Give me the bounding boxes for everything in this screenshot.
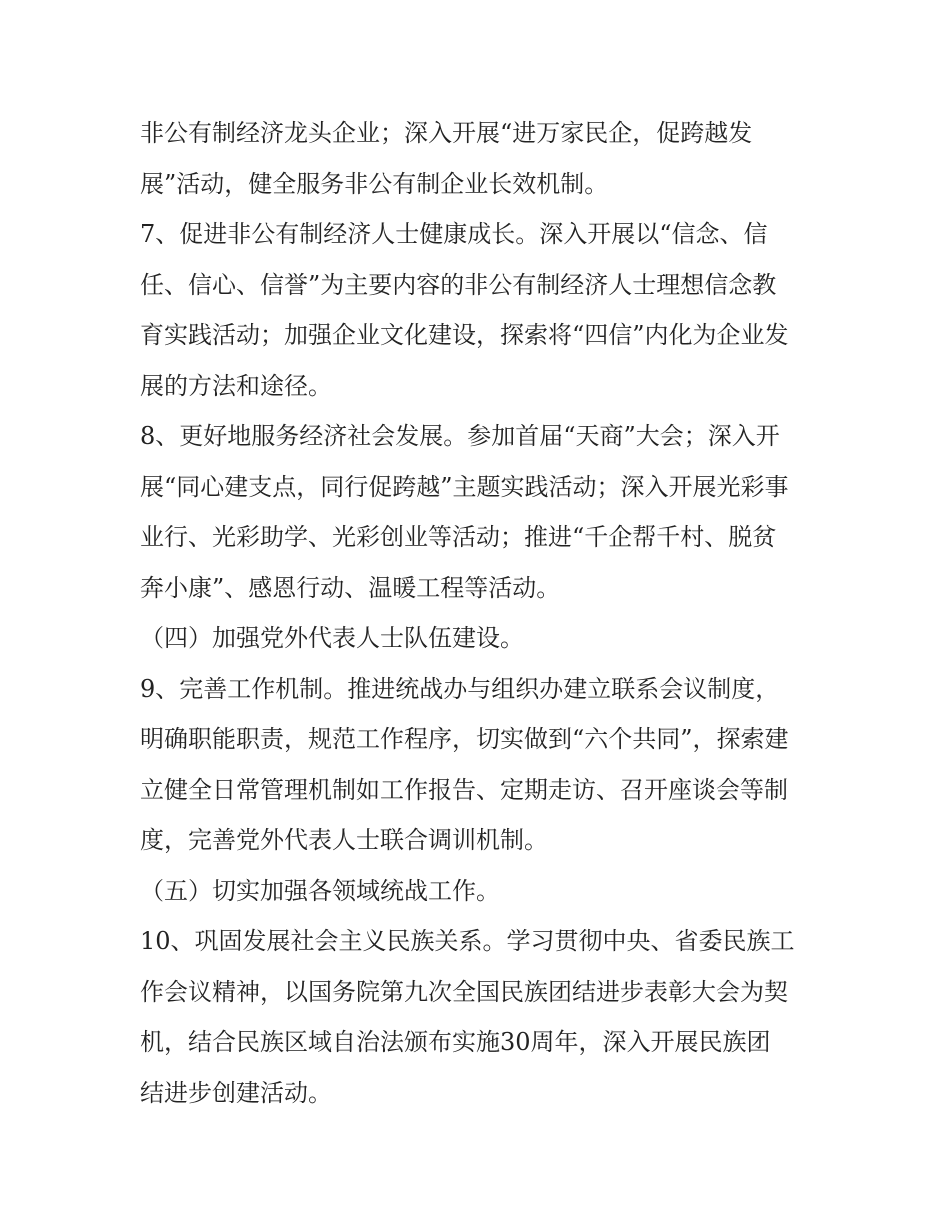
text-line: 非公有制经济龙头企业；深入开展“进万家民企，促跨越发 (140, 119, 753, 147)
text-line: 业行、光彩助学、光彩创业等活动；推进“千企帮千村、脱贫 (140, 523, 777, 551)
section-heading-4 (140, 613, 815, 664)
text-line: 10、巩固发展社会主义民族关系。学习贯彻中央、省委民族工 (140, 927, 795, 955)
text-line: 展“同心建支点，同行促跨越”主题实践活动；深入开展光彩事 (140, 472, 789, 501)
section-heading-5 (140, 866, 815, 917)
heading-line: （四）加强党外代表人士队伍建设。 (140, 624, 524, 652)
text-line: 展的方法和途径。 (140, 371, 332, 400)
text-line: 7、促进非公有制经济人士健康成长。深入开展以“信念、信 (140, 220, 768, 248)
document-body (140, 108, 815, 1118)
paragraph-item-8 (140, 411, 815, 613)
text-line: 8、更好地服务经济社会发展。参加首届“天商”大会；深入开 (140, 422, 780, 450)
text-line: 明确职能职责，规范工作程序，切实做到“六个共同”，探索建 (140, 725, 789, 753)
text-line: 9、完善工作机制。推进统战办与组织办建立联系会议制度， (140, 674, 780, 703)
text-line: 育实践活动；加强企业文化建设，探索将“四信”内化为企业发 (140, 321, 789, 349)
text-line: 立健全日常管理机制如工作报告、定期走访、召开座谈会等制 (140, 775, 788, 804)
text-line: 作会议精神，以国务院第九次全国民族团结进步表彰大会为契 (140, 977, 788, 1006)
paragraph-private-enterprise-service (140, 108, 815, 209)
text-line: 结进步创建活动。 (140, 1078, 332, 1107)
paragraph-item-9 (140, 664, 815, 866)
text-line: 度，完善党外代表人士联合调训机制。 (140, 826, 548, 854)
paragraph-item-10 (140, 916, 815, 1118)
text-line: 奔小康”、感恩行动、温暖工程等活动。 (140, 573, 561, 602)
heading-line: （五）切实加强各领域统战工作。 (140, 876, 500, 905)
text-line: 展”活动，健全服务非公有制企业长效机制。 (140, 169, 609, 198)
text-line: 机，结合民族区域自治法颁布实施30周年，深入开展民族团 (140, 1028, 771, 1056)
text-line: 任、信心、信誉”为主要内容的非公有制经济人士理想信念教 (140, 270, 777, 299)
paragraph-item-7 (140, 209, 815, 411)
